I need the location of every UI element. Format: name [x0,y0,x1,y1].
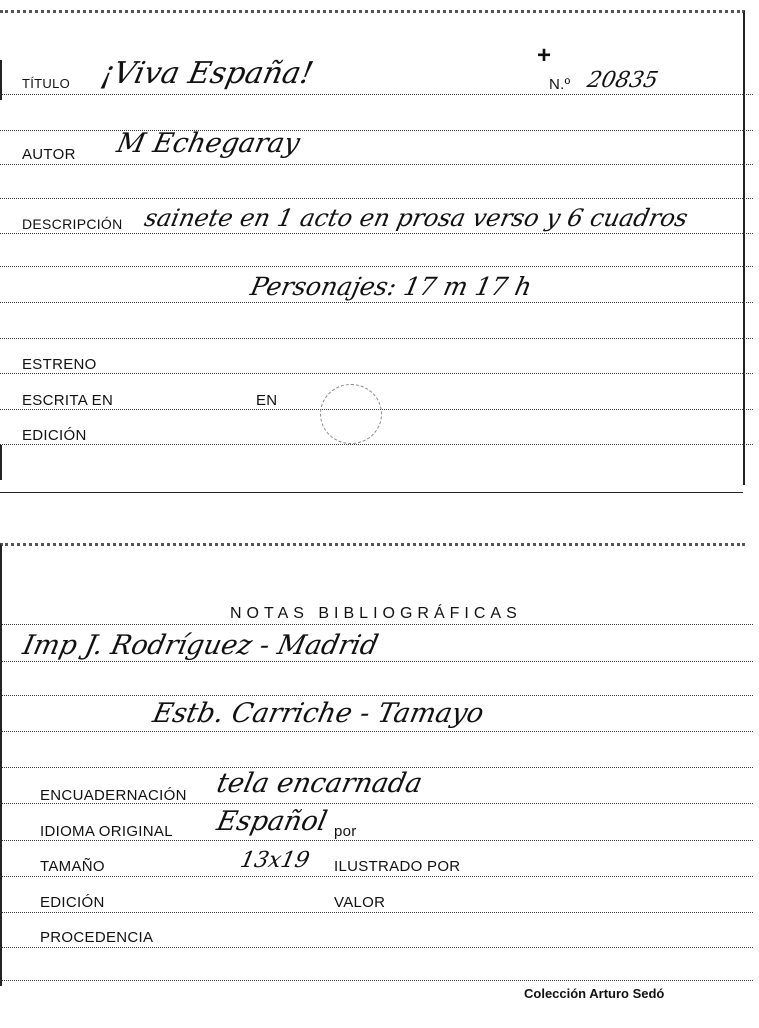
note-line-1: Imp J. Rodríguez - Madrid [20,630,382,661]
rule-line [0,233,753,234]
cross-mark: + [537,42,552,69]
rule-line [0,980,753,981]
titulo-label: TÍTULO [22,76,71,91]
valor-label: VALOR [334,894,386,911]
tamano-label: TAMAÑO [40,858,105,875]
encuadernacion-value: tela encarnada [214,768,426,799]
rule-line [0,661,753,662]
rule-line [0,198,753,199]
estreno-label: ESTRENO [22,356,97,373]
rule-line [0,876,753,877]
rule-line [0,373,753,374]
rule-line [0,695,753,696]
rule-line [0,130,753,131]
rule-line [0,947,753,948]
tamano-value: 13x19 [238,848,312,873]
rule-line [0,444,753,445]
edicion2-label: EDICIÓN [40,894,105,911]
rule-line [0,624,753,625]
rule-line [0,164,753,165]
rule-line [0,266,753,267]
titulo-value: ¡Viva España! [98,56,317,91]
note-line-2: Estb. Carriche - Tamayo [150,698,487,729]
procedencia-label: PROCEDENCIA [40,929,154,946]
escrita-en-label: EN [256,392,278,409]
autor-label: AUTOR [22,146,76,163]
rule-line [0,912,753,913]
card-edge-mark [0,445,2,480]
escrita-label: ESCRITA EN [22,392,114,409]
idioma-label: IDIOMA ORIGINAL [40,823,173,840]
edicion-label: EDICIÓN [22,427,87,444]
personajes-note: Personajes: 17 m 17 h [248,272,535,301]
autor-value: M Echegaray [114,128,303,159]
rule-line [0,731,753,732]
rule-line [0,302,753,303]
coleccion-footer: Colección Arturo Sedó [524,986,665,1001]
ilustrado-label: ILUSTRADO POR [334,858,461,875]
rule-line [0,840,753,841]
faded-stamp [320,384,382,444]
numero-value: 20835 [585,68,661,93]
idioma-value: Español [214,806,330,837]
numero-label: N.º [549,76,571,93]
idioma-por-label: por [334,823,357,840]
card-separator [0,492,743,493]
descripcion-value: sainete en 1 acto en prosa verso y 6 cuadros [142,204,691,232]
descripcion-label: DESCRIPCIÓN [22,216,123,232]
rule-line [0,94,753,95]
rule-line [0,338,753,339]
encuadernacion-label: ENCUADERNACIÓN [40,787,187,804]
notas-heading: NOTAS BIBLIOGRÁFICAS [230,605,522,622]
